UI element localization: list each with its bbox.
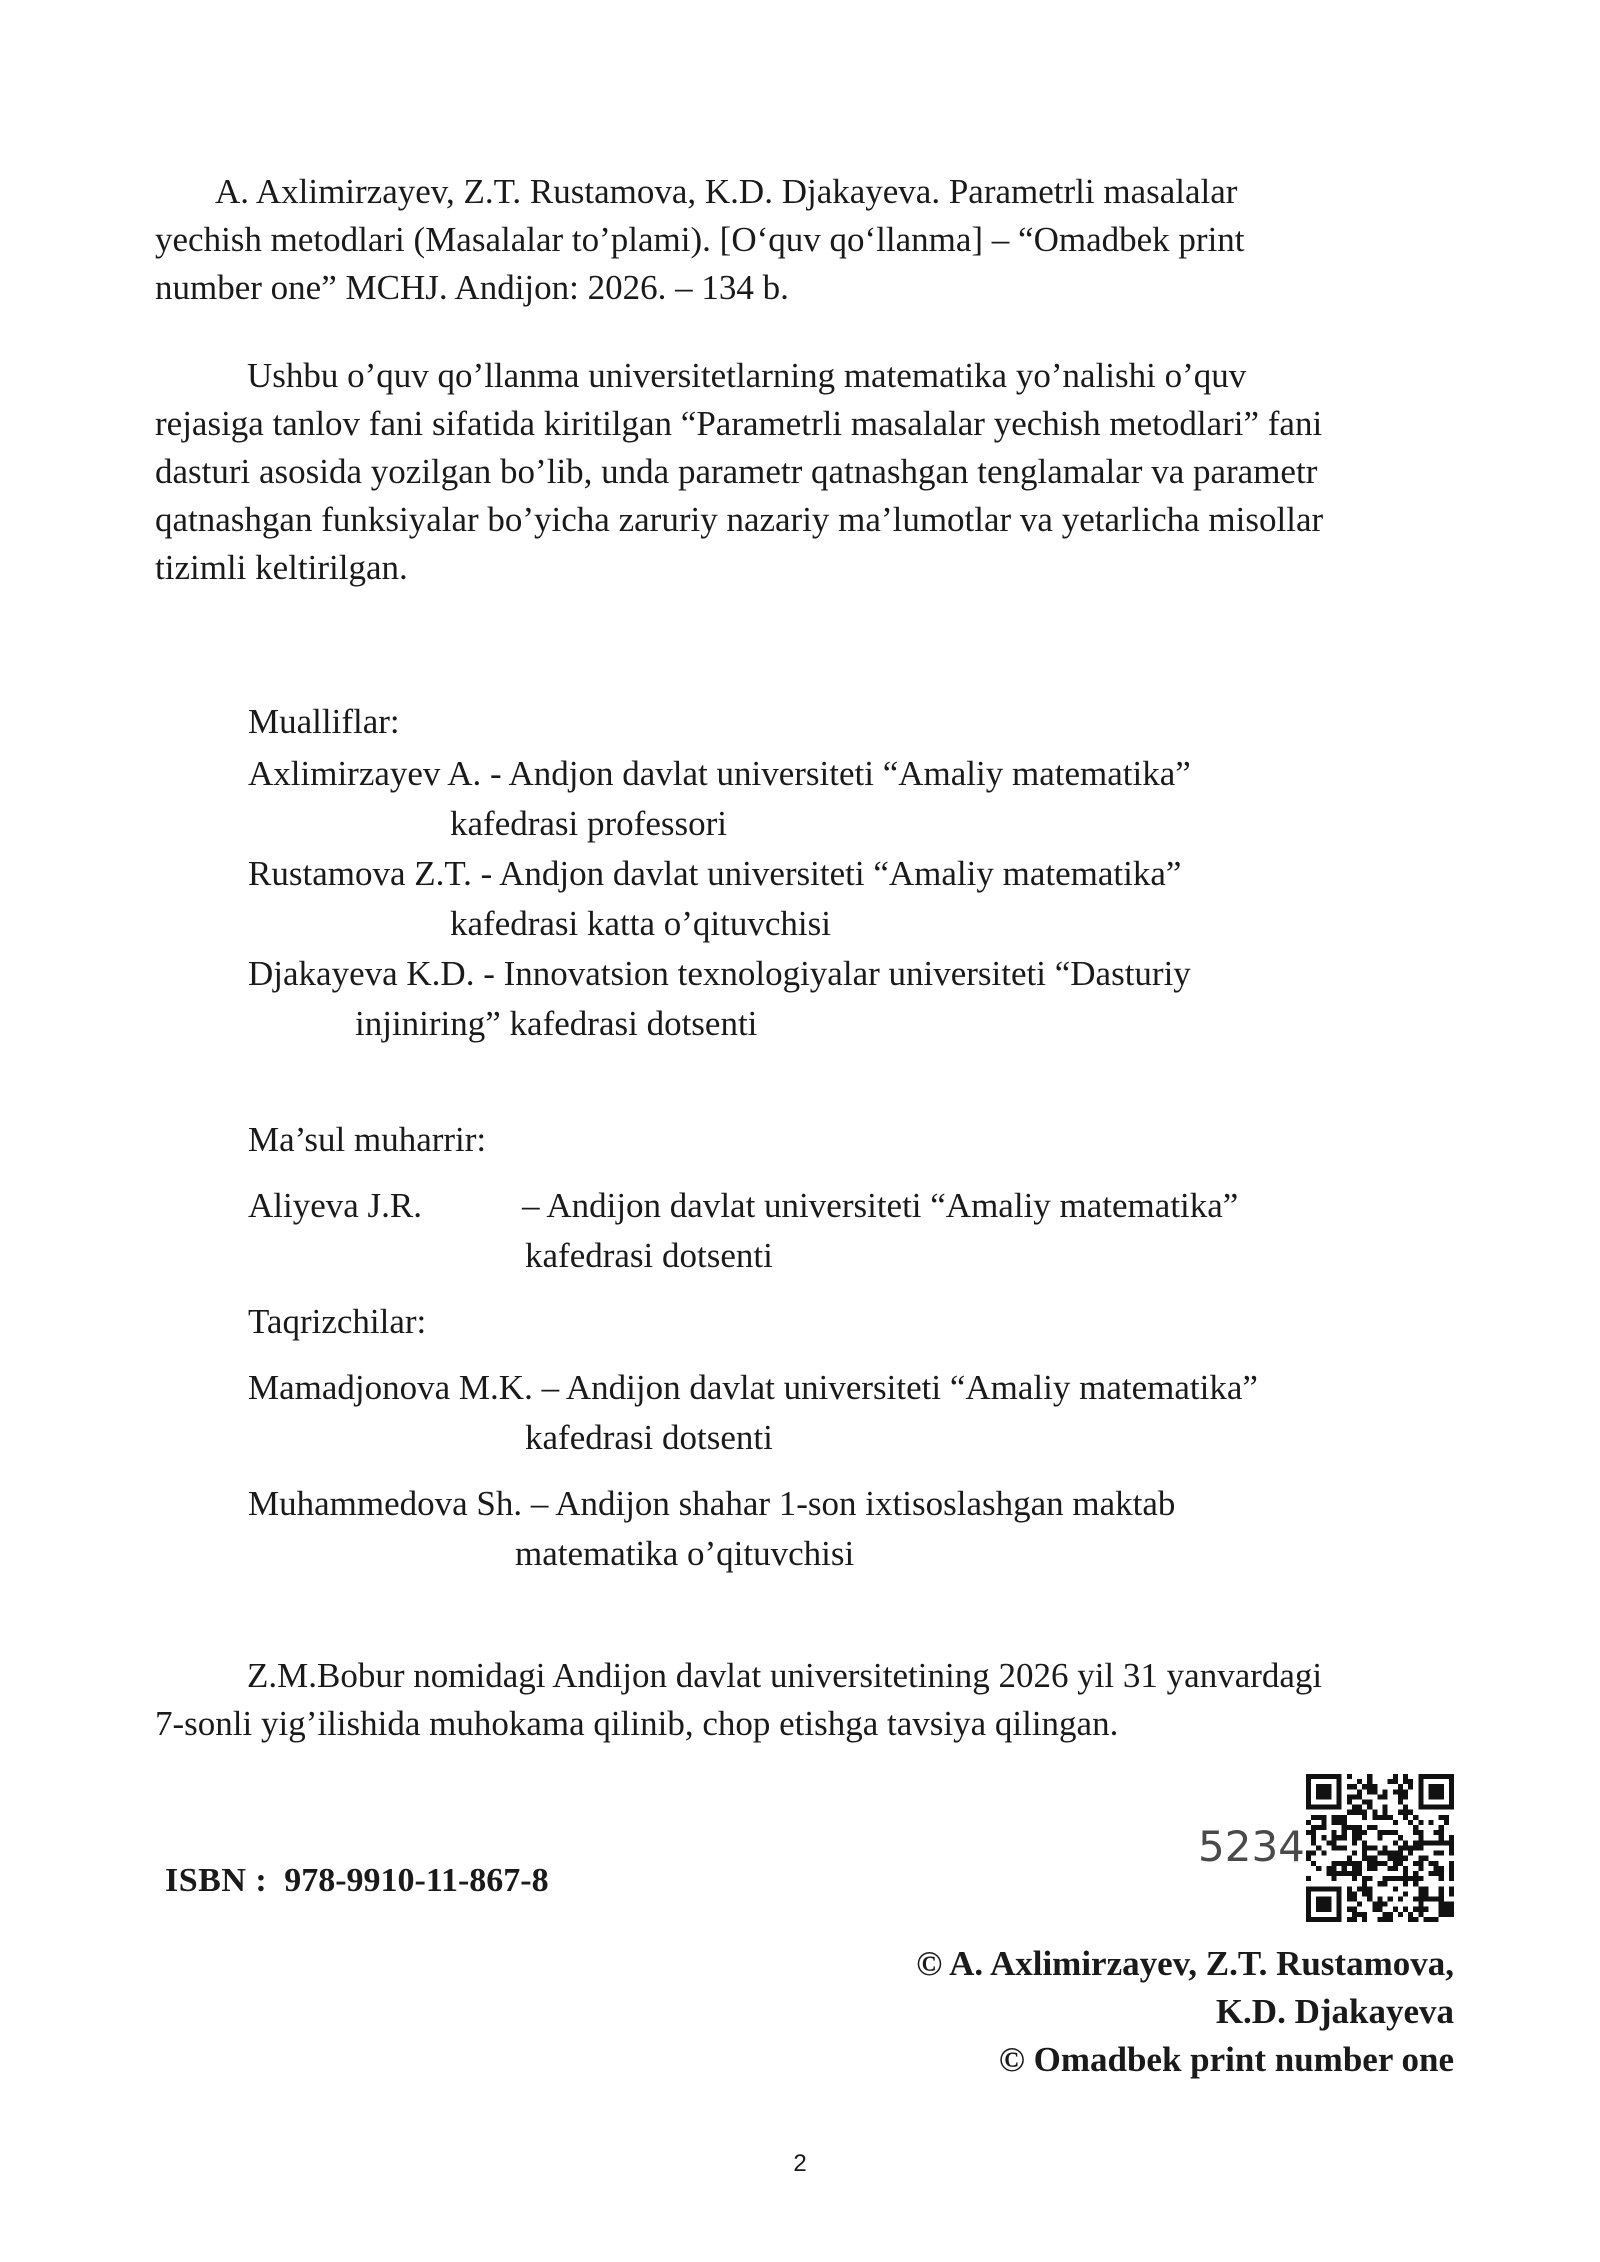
copyright-line: © A. Axlimirzayev, Z.T. Rustamova, [916,1944,1454,1983]
qr-code-icon [1306,1774,1454,1922]
isbn-label: ISBN : [165,1862,268,1899]
reviewer-line: Mamadjonova M.K. – Andijon davlat universiteti “Amaliy matematika” [248,1368,1258,1407]
reviewer-line: matematika o’qituvchisi [515,1534,855,1573]
editor-affiliation: kafedrasi dotsenti [525,1236,773,1275]
reviewers-heading: Taqrizchilar: [248,1302,427,1341]
abstract-line: tizimli keltirilgan. [155,548,408,587]
isbn [165,1862,549,1900]
author-line: kafedrasi professori [450,804,727,843]
copyright-line: K.D. Djakayeva [1215,1992,1454,2031]
author-line: Axlimirzayev A. - Andjon davlat universiteti “Amaliy matematika” [248,754,1191,793]
abstract-line: dasturi asosida yozilgan bo’lib, unda parametr qatnashgan tenglamalar va parametr [155,452,1318,491]
citation-line: number one” MCHJ. Andijon: 2026. – 134 b. [155,268,789,307]
reviewer-line: kafedrasi dotsenti [525,1418,773,1457]
citation-line: A. Axlimirzayev, Z.T. Rustamova, K.D. Djakayeva. Parametrli masalalar [215,172,1238,211]
author-line: Djakayeva K.D. - Innovatsion texnologiyalar universiteti “Dasturiy [248,954,1191,993]
editor-name: Aliyeva J.R. [248,1186,423,1225]
abstract-line: Ushbu o’quv qo’llanma universitetlarning matematika yo’nalishi o’quv [247,356,1247,395]
abstract-line: qatnashgan funksiyalar bo’yicha zaruriy nazariy ma’lumotlar va yetarlicha misollar [155,500,1324,539]
copyright-block [654,1940,1454,2084]
author-line: injiniring” kafedrasi dotsenti [355,1004,758,1043]
abstract-line: rejasiga tanlov fani sifatida kiritilgan “Parametrli masalalar yechish metodlari” fani [155,404,1323,443]
citation-paragraph [155,168,1445,312]
editor-heading: Ma’sul muharrir: [248,1120,487,1159]
copyright-line: © Omadbek print number one [998,2040,1454,2079]
authors-heading: Mualliflar: [248,702,400,741]
abstract-paragraph [155,352,1445,592]
author-line: kafedrasi katta o’qituvchisi [450,904,831,943]
approval-paragraph [155,1652,1445,1748]
reviewer-line: Muhammedova Sh. – Andijon shahar 1-son ixtisoslashgan maktab [248,1484,1176,1523]
isbn-value: 978-9910-11-867-8 [284,1862,549,1899]
approval-line: 7-sonli yig’ilishida muhokama qilinib, chop etishga tavsiya qilingan. [155,1704,1119,1743]
approval-line: Z.M.Bobur nomidagi Andijon davlat universitetining 2026 yil 31 yanvardagi [247,1656,1323,1695]
qr-number: 5234 [1198,1822,1305,1871]
author-line: Rustamova Z.T. - Andjon davlat universiteti “Amaliy matematika” [248,854,1182,893]
page-number: 2 [793,2150,807,2177]
editor-affiliation: – Andijon davlat universiteti “Amaliy matematika” [522,1186,1239,1225]
citation-line: yechish metodlari (Masalalar to’plami). [O‘quv qo‘llanma] – “Omadbek print [155,220,1245,259]
